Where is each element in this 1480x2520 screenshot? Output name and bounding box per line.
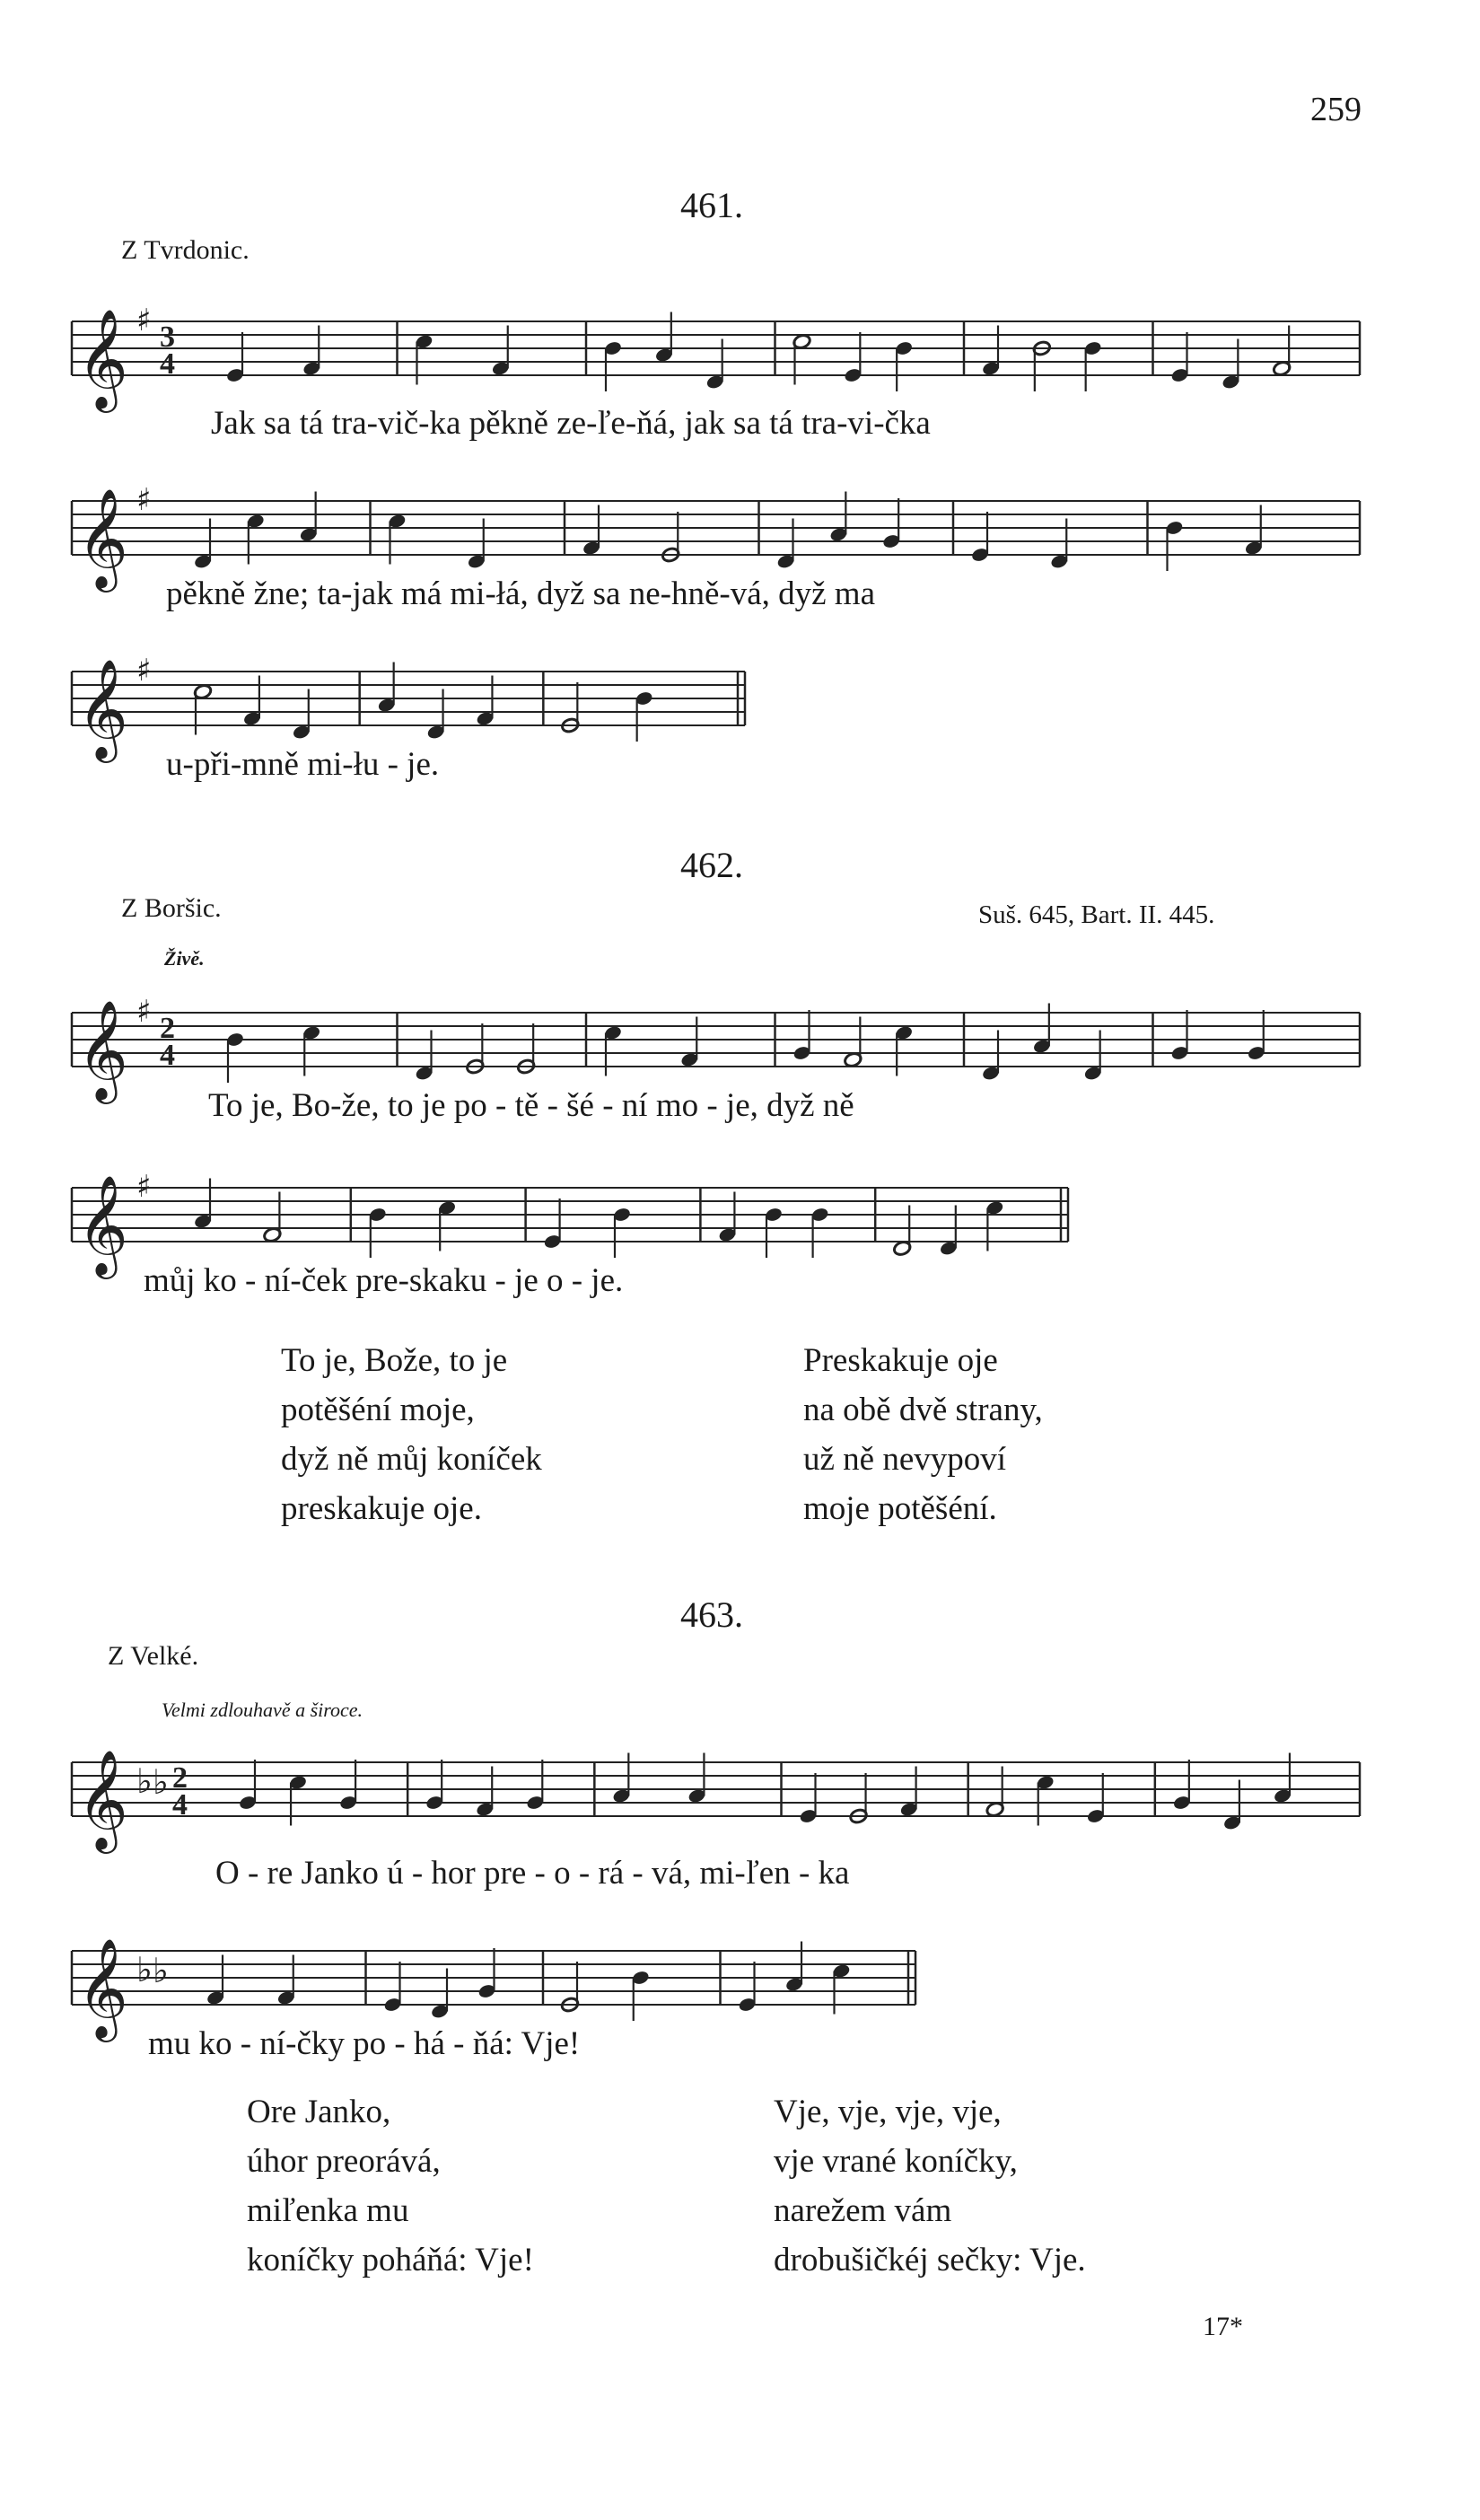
song-reference: Suš. 645, Bart. II. 445. <box>978 900 1215 929</box>
treble-clef-icon: 𝄞 <box>77 1749 128 1849</box>
stanza-line: vje vrané koníčky, <box>774 2143 1018 2180</box>
time-signature-top: 3 <box>160 320 175 354</box>
sharp-icon: ♯ <box>136 994 152 1030</box>
stanza-line: Vje, vje, vje, vje, <box>774 2094 1002 2130</box>
music-staff <box>0 467 1480 588</box>
stanza-line: preskakuje oje. <box>281 1490 482 1527</box>
page-number: 259 <box>1310 91 1362 128</box>
treble-clef-icon: 𝄞 <box>77 658 128 759</box>
song-number: 462. <box>680 845 743 885</box>
flat-icon: ♭ <box>153 1951 169 1990</box>
stanza-line: už ně nevypoví <box>803 1441 1007 1478</box>
lyrics-line: O - re Janko ú - hor pre - o - rá - vá, mi-ľen - ka <box>215 1855 850 1892</box>
stanza <box>774 2087 1086 2285</box>
music-staff <box>0 287 1480 408</box>
stanza-line: Preskakuje oje <box>803 1342 998 1379</box>
stanza-line: Ore Janko, <box>247 2094 391 2130</box>
time-signature-bottom: 4 <box>160 1039 175 1072</box>
stanza <box>803 1336 1043 1533</box>
music-staff <box>0 1154 1480 1275</box>
flat-icon: ♭ <box>153 1762 169 1802</box>
flat-icon: ♭ <box>136 1950 153 1989</box>
tempo-marking: Živě. <box>164 947 205 970</box>
tempo-marking: Velmi zdlouhavě a široce. <box>162 1699 363 1721</box>
stanza <box>247 2087 534 2285</box>
treble-clef-icon: 𝄞 <box>77 999 128 1100</box>
flat-icon: ♭ <box>136 1761 153 1801</box>
treble-clef-icon: 𝄞 <box>77 1937 128 2038</box>
treble-clef-icon: 𝄞 <box>77 308 128 408</box>
music-staff <box>0 637 1480 759</box>
treble-clef-icon: 𝄞 <box>77 487 128 588</box>
music-staff <box>0 979 1480 1100</box>
stanza-line: narežem vám <box>774 2192 952 2229</box>
time-signature-bottom: 4 <box>160 347 175 381</box>
song-origin: Z Velké. <box>108 1641 199 1671</box>
music-staff <box>0 1917 1480 2038</box>
stanza-line: To je, Bože, to je <box>281 1342 508 1379</box>
stanza-line: potěšéní moje, <box>281 1392 475 1428</box>
lyrics-line: To je, Bo-že, to je po - tě - šé - ní mo - je, dyž ně <box>208 1087 854 1124</box>
song-number: 461. <box>680 185 743 225</box>
song-origin: Z Boršic. <box>121 893 222 923</box>
stanza-line: dyž ně můj koníček <box>281 1441 542 1478</box>
stanza-line: na obě dvě strany, <box>803 1392 1043 1428</box>
stanza <box>281 1336 542 1533</box>
time-signature-top: 2 <box>160 1012 175 1045</box>
sharp-icon: ♯ <box>136 1169 152 1205</box>
song-origin: Z Tvrdonic. <box>121 235 250 265</box>
stanza-line: úhor preorává, <box>247 2143 441 2180</box>
stanza-line: drobušičkéj sečky: Vje. <box>774 2242 1086 2279</box>
sharp-icon: ♯ <box>136 482 152 518</box>
sharp-icon: ♯ <box>136 303 152 338</box>
lyrics-line: Jak sa tá tra-vič-ka pěkně ze-ľe-ňá, jak sa tá tra-vi-čka <box>211 405 931 442</box>
lyrics-line: můj ko - ní-ček pre-skaku - je o - je. <box>144 1262 624 1299</box>
lyrics-line: u-při-mně mi-łu - je. <box>166 746 440 783</box>
stanza-line: moje potěšéní. <box>803 1490 997 1527</box>
treble-clef-icon: 𝄞 <box>77 1174 128 1275</box>
lyrics-line: mu ko - ní-čky po - há - ňá: Vje! <box>148 2025 581 2062</box>
lyrics-line: pěkně žne; ta-jak má mi-łá, dyž sa ne-hně-vá, dyž ma <box>166 575 876 612</box>
sharp-icon: ♯ <box>136 653 152 689</box>
time-signature-top: 2 <box>172 1761 188 1795</box>
stanza-line: miľenka mu <box>247 2192 409 2229</box>
music-staff <box>0 1728 1480 1849</box>
time-signature-bottom: 4 <box>172 1788 188 1822</box>
song-number: 463. <box>680 1594 743 1635</box>
signature-mark: 17* <box>1203 2312 1243 2341</box>
stanza-line: koníčky poháňá: Vje! <box>247 2242 534 2279</box>
